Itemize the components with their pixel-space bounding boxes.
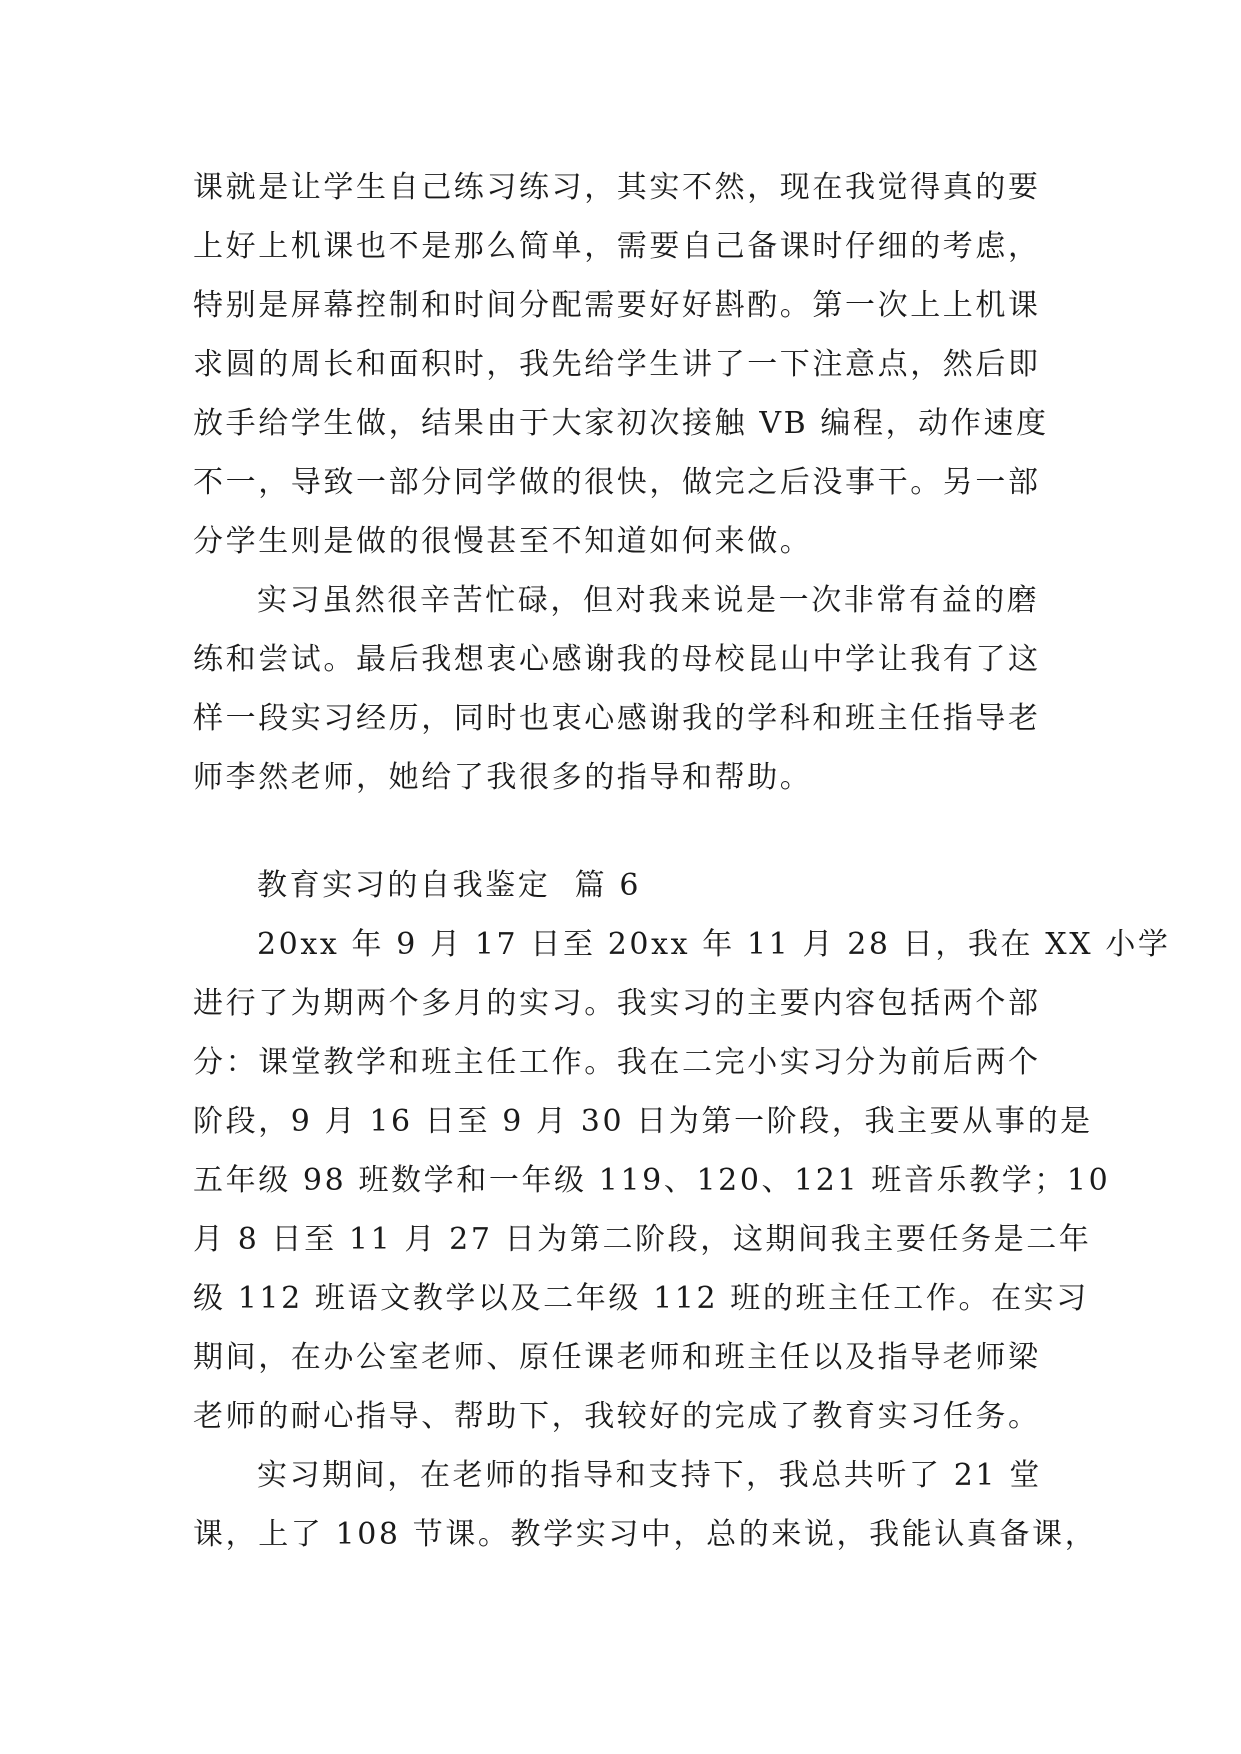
section-title: 教育实习的自我鉴定 篇 6	[257, 868, 642, 903]
paragraph-closing	[193, 571, 1053, 807]
text-line: 老师的耐心指导、帮助下，我较好的完成了教育实习任务。	[193, 1399, 1041, 1434]
text-line: 实习期间，在老师的指导和支持下，我总共听了 21 堂	[257, 1458, 1042, 1493]
paragraph-continuation	[193, 158, 1053, 571]
text-line: 练和尝试。最后我想衷心感谢我的母校昆山中学让我有了这	[193, 642, 1041, 677]
text-line: 不一，导致一部分同学做的很快，做完之后没事干。另一部	[193, 465, 1041, 500]
text-line: 五年级 98 班数学和一年级 119、120、121 班音乐教学；10	[193, 1163, 1111, 1198]
text-line: 进行了为期两个多月的实习。我实习的主要内容包括两个部	[193, 986, 1041, 1021]
paragraph-teaching	[193, 1446, 1098, 1564]
text-line: 上好上机课也不是那么简单，需要自己备课时仔细的考虑，	[193, 229, 1041, 264]
text-line: 求圆的周长和面积时，我先给学生讲了一下注意点，然后即	[193, 347, 1041, 382]
text-line: 期间，在办公室老师、原任课老师和班主任以及指导老师梁	[193, 1340, 1041, 1375]
text-line: 特别是屏幕控制和时间分配需要好好斟酌。第一次上上机课	[193, 288, 1041, 323]
section-heading	[193, 856, 1053, 915]
text-line: 级 112 班语文教学以及二年级 112 班的班主任工作。在实习	[193, 1281, 1089, 1316]
text-line: 分学生则是做的很慢甚至不知道如何来做。	[193, 524, 813, 559]
text-line: 月 8 日至 11 月 27 日为第二阶段，这期间我主要任务是二年	[193, 1222, 1092, 1257]
text-line: 阶段，9 月 16 日至 9 月 30 日为第一阶段，我主要从事的是	[193, 1104, 1093, 1139]
text-line: 实习虽然很辛苦忙碌，但对我来说是一次非常有益的磨	[257, 583, 1040, 618]
text-line: 20xx 年 9 月 17 日至 20xx 年 11 月 28 日，我在 XX 小学	[257, 927, 1171, 962]
text-line: 样一段实习经历，同时也衷心感谢我的学科和班主任指导老	[193, 701, 1041, 736]
text-line: 放手给学生做，结果由于大家初次接触 VB 编程，动作速度	[193, 406, 1049, 441]
text-line: 师李然老师，她给了我很多的指导和帮助。	[193, 760, 813, 795]
text-line: 分：课堂教学和班主任工作。我在二完小实习分为前后两个	[193, 1045, 1041, 1080]
text-line: 课，上了 108 节课。教学实习中，总的来说，我能认真备课，	[193, 1517, 1098, 1552]
paragraph-intro	[193, 915, 1171, 1446]
text-line: 课就是让学生自己练习练习，其实不然，现在我觉得真的要	[193, 170, 1041, 205]
